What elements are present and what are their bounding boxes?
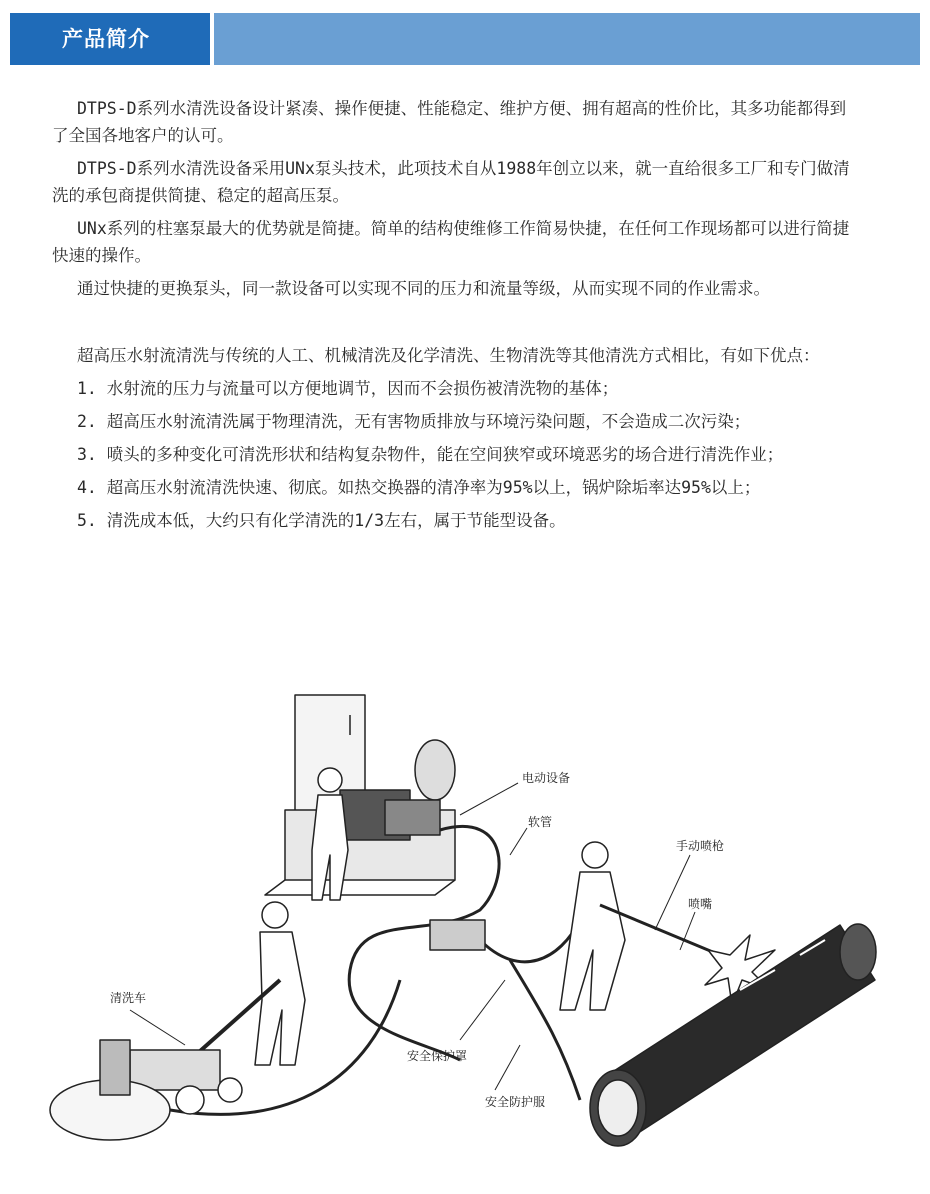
gun-operator-figure (560, 842, 720, 1010)
filter-unit-drawing (430, 920, 485, 950)
section-header (10, 13, 920, 65)
advantage-item: 2. 超高压水射流清洗属于物理清洗，无有害物质排放与环境污染问题，不会造成二次污染； (77, 412, 751, 431)
product-description (52, 95, 852, 540)
label-suit: 安全防护服 (485, 1095, 546, 1109)
electric-unit-drawing (265, 695, 455, 895)
label-electric: 电动设备 (522, 771, 571, 785)
advantage-item: 5. 清洗成本低，大约只有化学清洗的1/3左右，属于节能型设备。 (77, 511, 566, 530)
intro-paragraph: 通过快捷的更换泵头，同一款设备可以实现不同的压力和流量等级，从而实现不同的作业需求。 (77, 279, 770, 298)
advantage-item: 4. 超高压水射流清洗快速、彻底。如热交换器的清净率为95%以上，锅炉除垢率达95%以上； (77, 478, 761, 497)
label-nozzle: 喷嘴 (688, 897, 713, 911)
header-bar (214, 13, 920, 65)
intro-paragraph: DTPS-D系列水清洗设备设计紧凑、操作便捷、性能稳定、维护方便、拥有超高的性价比，其多功能都得到了全国各地客户的认可。 (52, 99, 847, 145)
advantages-intro: 超高压水射流清洗与传统的人工、机械清洗及化学清洗、生物清洗等其他清洗方式相比，有如下优点： (77, 346, 820, 365)
intro-paragraph: UNx系列的柱塞泵最大的优势就是简捷。简单的结构使维修工作简易快捷，在任何工作现场都可以进行简捷快速的操作。 (52, 219, 850, 265)
label-cart: 清洗车 (110, 991, 147, 1005)
label-gun: 手动喷枪 (676, 839, 725, 853)
intro-paragraph: DTPS-D系列水清洗设备采用UNx泵头技术，此项技术自从1988年创立以来，就一直给很多工厂和专门做清洗的承包商提供简捷、稳定的超高压泵。 (52, 159, 850, 205)
cart-operator-figure (255, 902, 305, 1065)
section-title: 产品简介 (10, 13, 210, 65)
advantage-item: 1. 水射流的压力与流量可以方便地调节，因而不会损伤被清洗物的基体； (77, 379, 619, 398)
advantage-item: 3. 喷头的多种变化可清洗形状和结构复杂物件，能在空间狭窄或环境恶劣的场合进行清洗作业； (77, 445, 784, 464)
label-guard: 安全保护罩 (407, 1049, 468, 1063)
equipment-illustration (40, 680, 890, 1185)
label-hose: 软管 (528, 815, 553, 829)
cleaning-cart-drawing (50, 980, 280, 1140)
hose-line (480, 920, 580, 962)
